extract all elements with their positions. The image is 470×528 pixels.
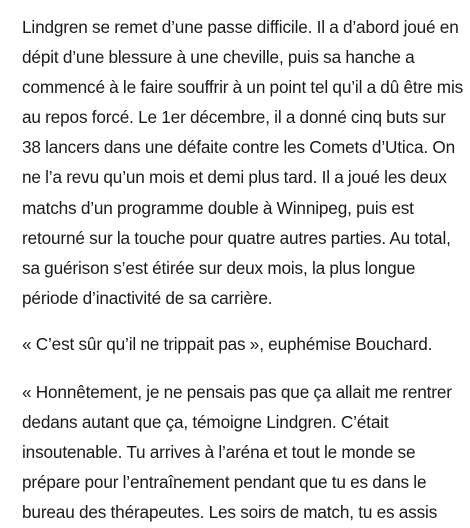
article-paragraph-2: « C’est sûr qu’il ne trippait pas », euphémise Bouchard. xyxy=(22,333,433,354)
article-paragraph-1: Lindgren se remet d’une passe difficile. Il a d’abord joué en dépit d’une blessure à une cheville, puis sa hanche a commencé à le faire souffrir à un point tel qu’il a dû être mis au repos forcé. Le 1er décembre, il a donné cinq buts sur 38 lancers dans une défaite contre les Comets d’Utica. On ne l’a revu qu’un mois et demi plus tard. Il a joué les deux matchs d’un programme double à Winnipeg, puis est retourné sur la touche pour quatre autres parties. Au total, sa guérison s’est étirée sur deux mois, la plus longue période d’inactivité de sa carrière. xyxy=(22,17,464,308)
article-paragraph-3: « Honnêtement, je ne pensais pas que ça allait me rentrer dedans autant que ça, témoigne Lindgren. C’était insoutenable. Tu arrives à l’aréna et tout le monde se prépare pour l’entraînement pendant que tu es dans le bureau des thérapeutes. Les soirs de match, tu es assis xyxy=(22,382,452,523)
